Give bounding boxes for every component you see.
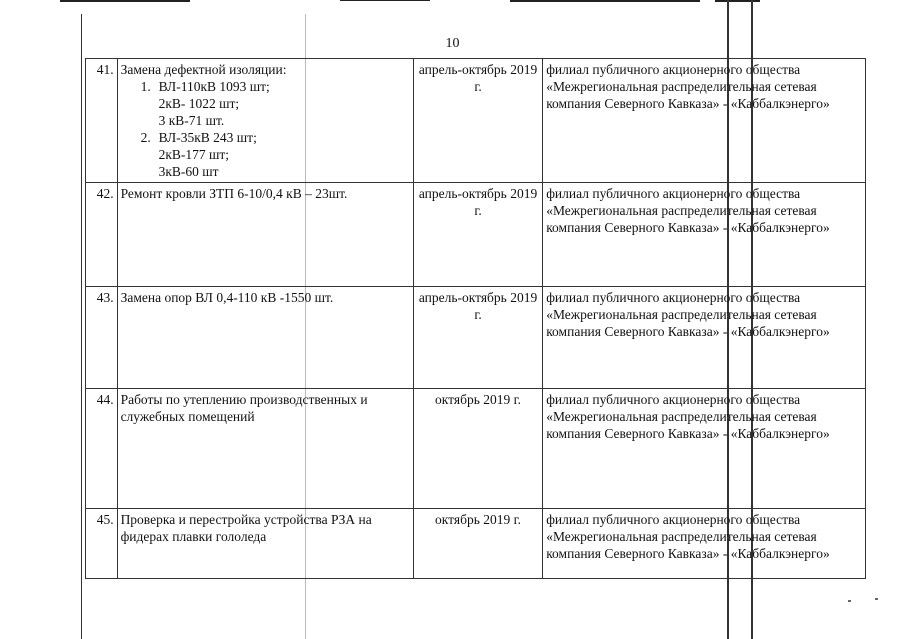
work-description	[117, 59, 413, 183]
list-subitem: 2кВ- 1022 шт;	[158, 96, 240, 111]
executor-cell: филиал публичного акционерного общества «Межрегиональная распределительная сетевая компания Северного Кавказа» - «Каббалкэнерго»	[543, 509, 866, 579]
list-item-text: ВЛ-35кВ 243 шт;	[158, 130, 257, 145]
row-number: 42.	[86, 183, 118, 287]
list-subitem: 2кВ-177 шт;	[158, 147, 230, 162]
scan-artifact-line	[340, 0, 430, 1]
list-item	[121, 129, 410, 146]
scan-speck	[848, 600, 851, 602]
table-row	[86, 509, 866, 579]
work-items-list	[121, 78, 410, 180]
table-row	[86, 389, 866, 509]
page-number: 10	[445, 36, 460, 51]
row-number: 43.	[86, 287, 118, 389]
term-cell: октябрь 2019 г.	[413, 389, 542, 509]
work-plan-table	[85, 58, 866, 579]
row-number: 41.	[86, 59, 118, 183]
list-subitem: 3кВ-60 шт	[158, 164, 219, 179]
table-row	[86, 183, 866, 287]
table-row	[86, 287, 866, 389]
list-marker: 2.	[140, 130, 151, 145]
work-description: Проверка и перестройка устройства РЗА на фидерах плавки гололеда	[117, 509, 413, 579]
row-number: 44.	[86, 389, 118, 509]
executor-cell: филиал публичного акционерного общества «Межрегиональная распределительная сетевая компания Северного Кавказа» - «Каббалкэнерго»	[543, 287, 866, 389]
term-cell: апрель-октябрь 2019 г.	[413, 59, 542, 183]
executor-cell: филиал публичного акционерного общества «Межрегиональная распределительная сетевая компания Северного Кавказа» - «Каббалкэнерго»	[543, 59, 866, 183]
work-description: Замена опор ВЛ 0,4-110 кВ -1550 шт.	[117, 287, 413, 389]
list-item-text: ВЛ-110кВ 1093 шт;	[158, 79, 270, 94]
work-title: Замена дефектной изоляции:	[120, 62, 287, 77]
work-description: Работы по утеплению производственных и служебных помещений	[117, 389, 413, 509]
term-cell: апрель-октябрь 2019 г.	[413, 183, 542, 287]
scan-artifact-line	[715, 0, 760, 2]
executor-cell: филиал публичного акционерного общества «Межрегиональная распределительная сетевая компания Северного Кавказа» - «Каббалкэнерго»	[543, 389, 866, 509]
executor-cell: филиал публичного акционерного общества «Межрегиональная распределительная сетевая компания Северного Кавказа» - «Каббалкэнерго»	[543, 183, 866, 287]
row-number: 45.	[86, 509, 118, 579]
work-description: Ремонт кровли ЗТП 6-10/0,4 кВ – 23шт.	[117, 183, 413, 287]
scan-artifact-line	[60, 0, 190, 2]
list-marker: 1.	[140, 79, 151, 94]
table-row	[86, 59, 866, 183]
term-cell: апрель-октябрь 2019 г.	[413, 287, 542, 389]
list-subitem: 3 кВ-71 шт.	[158, 113, 225, 128]
term-cell: октябрь 2019 г.	[413, 509, 542, 579]
scan-speck	[875, 598, 878, 600]
page-left-border	[81, 14, 82, 639]
scan-artifact-line	[510, 0, 700, 2]
list-item	[121, 78, 410, 95]
